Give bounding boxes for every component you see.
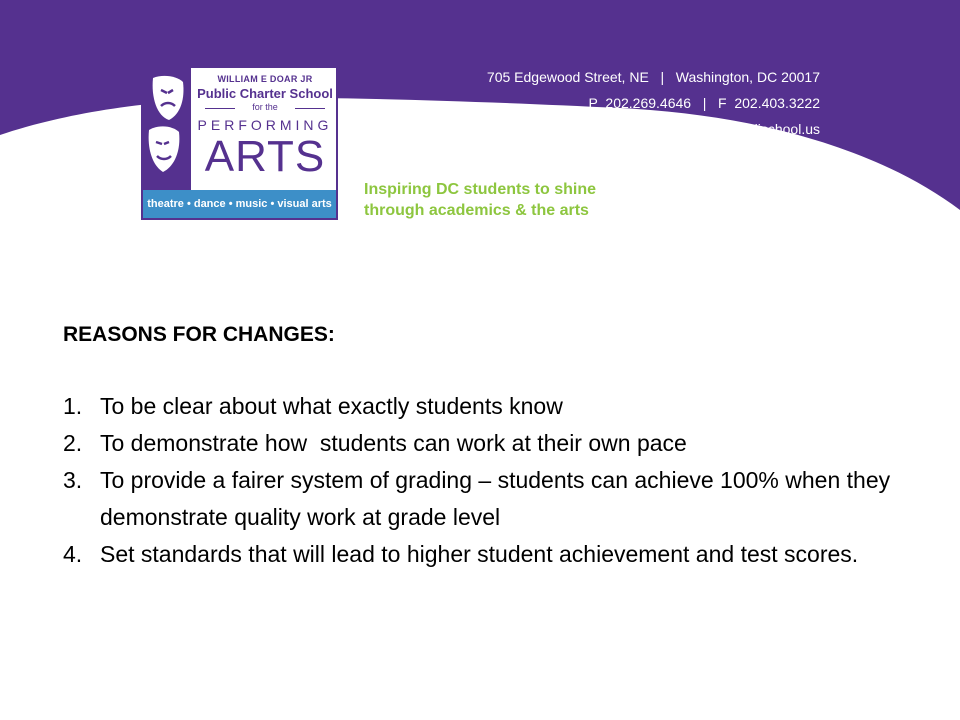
tagline (364, 179, 596, 221)
logo-for-the: for the (252, 102, 278, 112)
reasons-list (63, 388, 903, 573)
address-line: 705 Edgewood Street, NE | Washington, DC 20017 (486, 69, 820, 85)
logo-arts: ARTS (204, 132, 326, 181)
logo-disciplines-bar: theatre • dance • music • visual arts (143, 190, 336, 218)
logo-divider (295, 108, 325, 109)
logo-school-type: Public Charter School (197, 86, 333, 101)
list-number: 1. (63, 393, 83, 419)
logo-namesake: WILLIAM E DOAR JR (217, 74, 313, 84)
logo-performing: PERFORMING (197, 117, 333, 133)
tagline-line-2: through academics & the arts (364, 202, 589, 219)
list-number: 2. (63, 430, 83, 456)
list-text: To demonstrate how students can work at their own pace (100, 430, 687, 456)
list-text: To be clear about what exactly students know (100, 393, 563, 419)
list-item (63, 536, 903, 573)
list-number: 4. (63, 541, 83, 567)
theatre-masks-icon (143, 68, 191, 192)
school-logo (141, 66, 338, 220)
tagline-line-1: Inspiring DC students to shine (364, 181, 597, 198)
contact-info (487, 64, 820, 142)
list-text: Set standards that will lead to higher student achievement and test scores. (100, 541, 859, 567)
list-item (63, 388, 903, 425)
website-link[interactable]: www.wedjschool.us (698, 121, 820, 137)
list-text: To provide a fairer system of grading – students can achieve 100% when they demonstrate quality work at grade level (100, 467, 891, 530)
section-heading: REASONS FOR CHANGES: (63, 323, 335, 346)
list-number: 3. (63, 467, 83, 493)
list-item (63, 462, 903, 536)
slide-content (63, 318, 903, 573)
list-item (63, 425, 903, 462)
phone-fax-line: P 202.269.4646 | F 202.403.3222 (588, 95, 820, 111)
